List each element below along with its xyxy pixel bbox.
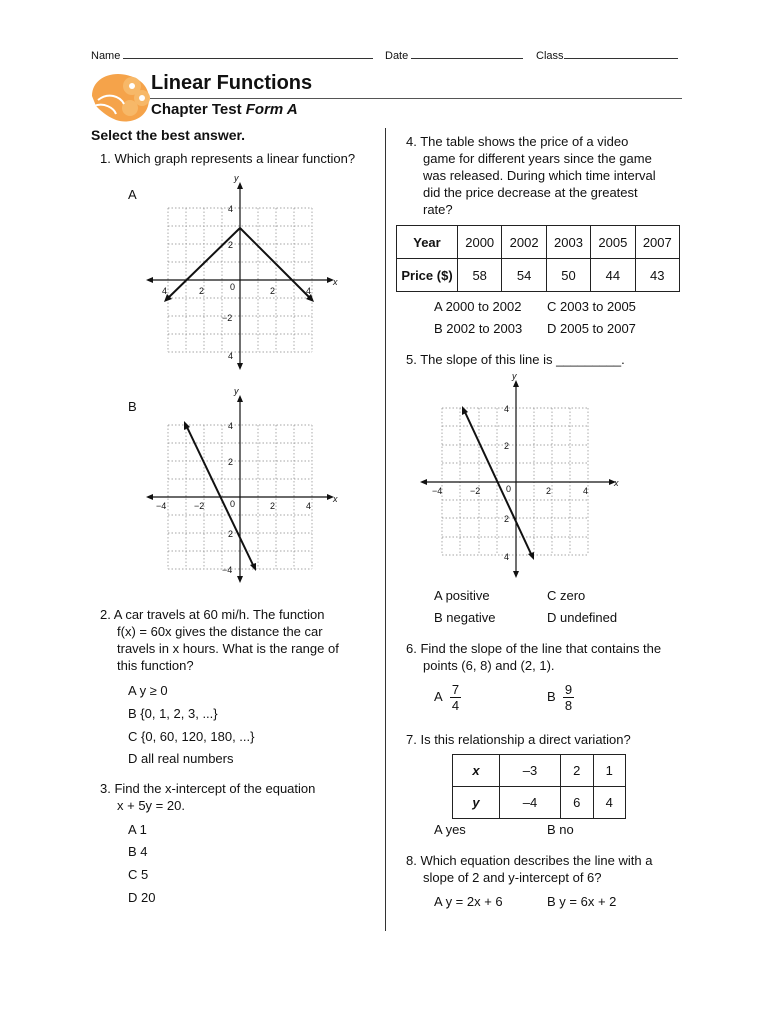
q2-option-c[interactable]: C {0, 60, 120, 180, ...} [128, 729, 255, 744]
table-cell: 50 [546, 259, 590, 292]
tick-label: −2 [470, 486, 481, 496]
table-cell: 2007 [635, 226, 679, 259]
q1-graph-a [144, 172, 344, 372]
q3-option-b[interactable]: B 4 [128, 844, 148, 859]
q8-option-b[interactable]: B y = 6x + 2 [547, 894, 617, 909]
table-cell: 2002 [502, 226, 546, 259]
q1-option-a[interactable]: A [128, 187, 137, 202]
tick-label: −4 [222, 565, 233, 575]
q5-line [464, 410, 532, 556]
q3-option-d[interactable]: D 20 [128, 890, 156, 905]
tick-label: 2 [199, 286, 205, 296]
q4-option-d[interactable]: D 2005 to 2007 [547, 321, 636, 336]
table-header: Year [397, 226, 458, 259]
x-axis-label: x [614, 478, 619, 488]
table-cell: 43 [635, 259, 679, 292]
tick-label: 2 [228, 240, 234, 250]
question-4: 4. The table shows the price of a video game for different years since the game was released. During which time interval did the price decrease at the greatest rate? [406, 134, 656, 217]
table-header: Price ($) [397, 259, 458, 292]
tick-label: 2 [270, 501, 276, 511]
q1-graph-b [144, 385, 344, 585]
page-subtitle: Chapter Test Form A [151, 101, 298, 118]
table-cell: 2005 [591, 226, 635, 259]
q3-option-a[interactable]: A 1 [128, 822, 147, 837]
table-cell: 2003 [546, 226, 590, 259]
table-cell: 6 [561, 787, 593, 819]
tick-label: 2 [270, 286, 276, 296]
table-cell: 58 [458, 259, 502, 292]
y-axis-label: y [234, 386, 239, 396]
q3-option-c[interactable]: C 5 [128, 867, 149, 882]
q5-option-a[interactable]: A positive [434, 588, 490, 603]
q6-option-a[interactable]: A $\frac{7}{4}$ [434, 682, 460, 713]
table-cell: 4 [593, 787, 626, 819]
q4-price-table [396, 225, 680, 292]
tick-label: 4 [228, 351, 234, 361]
tick-label: −4 [156, 501, 167, 511]
table-cell: 54 [502, 259, 546, 292]
question-7: 7. Is this relationship a direct variation? [406, 732, 631, 747]
tick-label: 2 [228, 529, 234, 539]
tick-label: 4 [504, 404, 510, 414]
date-blank[interactable] [411, 58, 523, 59]
name-field-label: Name [91, 50, 373, 62]
table-cell: –3 [500, 755, 561, 787]
table-cell: 44 [591, 259, 635, 292]
q5-option-b[interactable]: B negative [434, 610, 496, 625]
graph-b-line [186, 425, 254, 567]
q7-option-a[interactable]: A yes [434, 822, 466, 837]
tick-label: −4 [432, 486, 443, 496]
tick-label: 2 [504, 441, 510, 451]
tick-label: −2 [194, 501, 205, 511]
table-header: y [453, 787, 500, 819]
tick-label: 4 [583, 486, 589, 496]
q2-option-d[interactable]: D all real numbers [128, 751, 234, 766]
question-6: 6. Find the slope of the line that contains the points (6, 8) and (2, 1). [406, 641, 662, 673]
table-header: x [453, 755, 500, 787]
table-cell: 1 [593, 755, 626, 787]
question-5: 5. The slope of this line is _________. [406, 352, 625, 367]
q2-option-a[interactable]: A y ≥ 0 [128, 683, 168, 698]
q5-graph [418, 370, 628, 582]
name-blank[interactable] [123, 58, 373, 59]
x-axis-label: x [333, 277, 338, 287]
column-divider [385, 128, 386, 931]
q2-option-b[interactable]: B {0, 1, 2, 3, ...} [128, 706, 218, 721]
tick-label: 2 [504, 514, 510, 524]
class-blank[interactable] [564, 58, 678, 59]
tick-label: −2 [222, 313, 233, 323]
question-1: 1. Which graph represents a linear function? [100, 151, 356, 166]
cornucopia-logo-icon [86, 66, 156, 128]
question-3: 3. Find the x-intercept of the equation x + 5y = 20. [100, 781, 316, 813]
table-cell: 2000 [458, 226, 502, 259]
tick-label: 0 [230, 499, 236, 509]
instructions: Select the best answer. [91, 127, 246, 143]
tick-label: 4 [228, 204, 234, 214]
tick-label: 0 [230, 282, 236, 292]
tick-label: 4 [228, 421, 234, 431]
page-title: Linear Functions [151, 72, 313, 94]
x-axis-label: x [333, 494, 338, 504]
y-axis-label: y [512, 371, 517, 381]
tick-label: 2 [546, 486, 552, 496]
table-cell: –4 [500, 787, 561, 819]
tick-label: 4 [306, 286, 312, 296]
q6-option-b[interactable]: B $\frac{9}{8}$ [547, 682, 573, 713]
q7-table [452, 754, 626, 819]
title-rule [150, 98, 682, 99]
tick-label: 2 [228, 457, 234, 467]
date-field-label: Date [385, 50, 523, 62]
q1-option-b[interactable]: B [128, 399, 137, 414]
tick-label: 4 [504, 552, 510, 562]
fraction: $\frac{9}{8}$ [564, 682, 573, 713]
q5-option-d[interactable]: D undefined [547, 610, 618, 625]
tick-label: 4 [306, 501, 312, 511]
q4-option-b[interactable]: B 2002 to 2003 [434, 321, 523, 336]
question-8: 8. Which equation describes the line with a slope of 2 and y-intercept of 6? [406, 853, 653, 885]
q8-option-a[interactable]: A y = 2x + 6 [434, 894, 503, 909]
y-axis-label: y [234, 173, 239, 183]
q5-option-c[interactable]: C zero [547, 588, 586, 603]
question-2: 2. A car travels at 60 mi/h. The function f(x) = 60x gives the distance the car travels in x hours. What is the range of this function? [100, 607, 339, 673]
fraction: $\frac{7}{4}$ [451, 682, 460, 713]
table-cell: 2 [561, 755, 593, 787]
q7-option-b[interactable]: B no [547, 822, 574, 837]
class-field-label: Class [536, 50, 678, 62]
tick-label: 0 [506, 484, 512, 494]
q4-option-c[interactable]: C 2003 to 2005 [547, 299, 636, 314]
q4-option-a[interactable]: A 2000 to 2002 [434, 299, 522, 314]
tick-label: 4 [162, 286, 168, 296]
